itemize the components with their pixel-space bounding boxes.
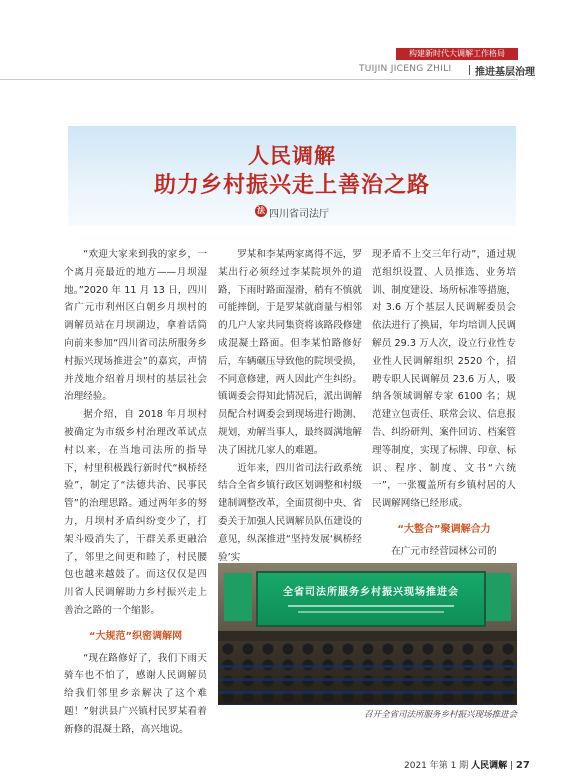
article-title-line2: 助力乡村振兴走上善治之路 <box>153 173 430 198</box>
author-logo-icon: 法 <box>257 206 265 215</box>
article-title-line1: 人民调解 <box>248 144 336 168</box>
text-column-3 <box>372 246 516 561</box>
footer-divider: | <box>509 761 514 771</box>
photo-screen-line <box>298 611 444 613</box>
column-tag: 构建新时代大调解工作格局 <box>396 48 518 60</box>
meeting-photo <box>218 563 517 705</box>
photo-caption: 召开全省司法所服务乡村振兴现场推进会 <box>363 710 517 720</box>
photo-stage <box>218 631 517 641</box>
text-column-2 <box>218 246 362 566</box>
article-author: 四川省司法厅 <box>269 209 329 220</box>
page-footer <box>404 758 530 771</box>
paragraph: 据介绍，自 2018 年月坝村被确定为市级乡村治理改革试点村以来，在当地司法所的指导下，村里积极践行新时代“枫桥经验”，制定了“法德共治、民事民管”的治理思路。通过两年多的努力，月坝村矛盾纠纷变少了，打架斗殴消失了，干群关系更融洽了，邻里之间更和睦了，村民腰包也越来越鼓了。而这仅仅是四川省人民调解助力乡村振兴走上善治之路的一个缩影。 <box>64 409 207 616</box>
photo-side-panel <box>483 573 511 621</box>
photo-screen-title: 全省司法所服务乡村振兴现场推进会 <box>283 587 459 598</box>
header-section: 推进基层治理 <box>475 67 535 78</box>
photo-screen-line <box>288 605 454 607</box>
paragraph: 在广元市经营园林公司的 <box>391 545 497 557</box>
paragraph: 近年来，四川省司法行政系统结合全省乡镇行政区划调整和村级建制调整改革，全面贯彻中央、省委关于加强人民调解员队伍建设的意见，纵深推进“坚持发展‘枫桥经验’实 <box>218 462 362 563</box>
paragraph: “欢迎大家来到我的家乡，一个离月亮最近的地方——月坝湿地。”2020 年 11 月 13 日，四川省广元市利州区白朝乡月坝村的调解员站在月坝湖边，拿着话筒向前来参加“四川省司法所服务乡村振兴现场推进会”的嘉宾，声情并茂地介绍着月坝村的基层社会治理经验。 <box>64 249 207 403</box>
magazine-name: 人民调解 <box>471 761 508 771</box>
photo-tables <box>218 655 517 705</box>
page-number: 27 <box>515 760 530 771</box>
issue-label: 2021 年第 1 期 <box>404 761 469 771</box>
paragraph: 罗某和李某两家离得不远，罗某出行必须经过李某院坝外的道路，下雨时路面湿滑，稍有不慎就可能摔倒，于是罗某就商量与相邻的几户人家共同集资将该路段修建成混凝土路面。但李某怕路修好后，车辆碾压导致他的院坝受损，不同意修建，两人因此产生纠纷。镇调委会得知此情况后，派出调解员配合村调委会到现场进行勘测、规划，劝解当事人，最终圆满地解决了困扰几家人的难题。 <box>218 249 362 456</box>
header-pinyin: TUIJIN JICENG ZHILI <box>359 64 452 74</box>
photo-screen <box>256 571 486 627</box>
text-column-1 <box>64 246 207 739</box>
header-divider <box>469 65 470 75</box>
paragraph: 现矛盾不上交三年行动”，通过规范组织设置、人员推选、业务培训、制度建设、场所标准等措施，对 3.6 万个基层人民调解委员会依法进行了换届，年均培训人民调解员 29.3 万人次，设立行业性专业性人民调解组织 2520 个，招聘专职人民调解员 23.6 万人，吸纳各领域调解专家 6100 名；规范建立包责任、联常会议、信息报告、纠纷研判、案件回访、档案管理等制度，实现了标牌、印章、标识、程序、制度、文书“六统一”，一张覆盖所有乡镇村居的人民调解网络已经形成。 <box>372 249 516 510</box>
paragraph: “现在路修好了，我们下雨天骑车也不怕了，感谢人民调解员给我们邻里乡亲解决了这个难题！”射洪县广兴镇村民罗某看着新修的混凝土路，高兴地说。 <box>64 652 207 735</box>
photo-side-panel <box>224 573 252 621</box>
section-heading: “大规范”织密调解网 <box>88 630 183 642</box>
section-heading: “大整合”聚调解合力 <box>397 523 491 535</box>
